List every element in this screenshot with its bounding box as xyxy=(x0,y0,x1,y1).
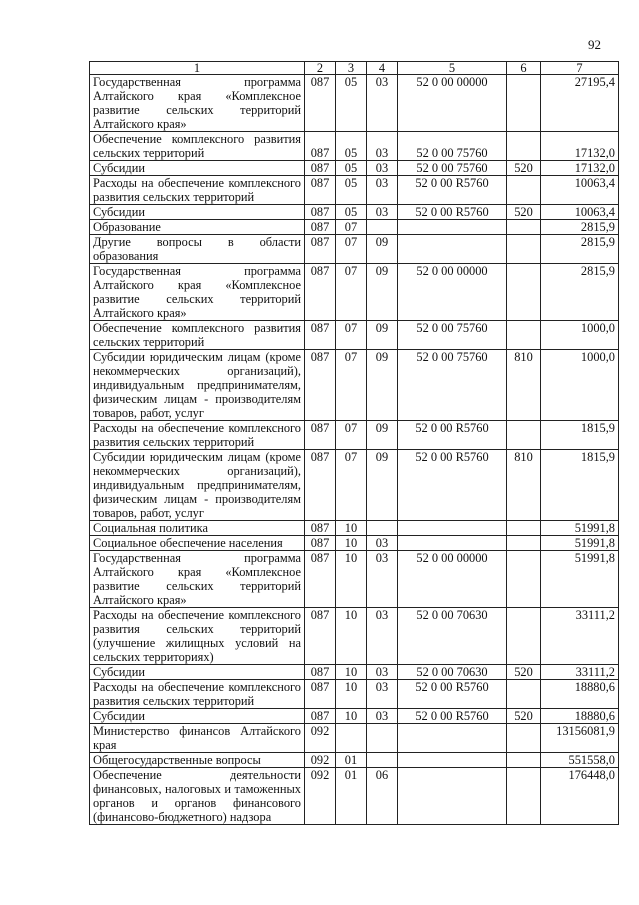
ministry-code-cell: 087 xyxy=(305,75,336,132)
table-header-row xyxy=(90,62,619,75)
target-article-cell xyxy=(398,220,507,235)
expense-type-cell: 810 xyxy=(507,350,541,421)
table-row xyxy=(90,264,619,321)
target-article-cell xyxy=(398,235,507,264)
table-row xyxy=(90,161,619,176)
section-code-cell: 05 xyxy=(336,161,367,176)
amount-cell: 1000,0 xyxy=(541,350,619,421)
ministry-code-cell: 087 xyxy=(305,132,336,161)
subsection-code-cell: 09 xyxy=(367,264,398,321)
section-code-cell: 05 xyxy=(336,176,367,205)
amount-cell: 2815,9 xyxy=(541,235,619,264)
target-article-cell xyxy=(398,521,507,536)
expense-type-cell xyxy=(507,724,541,753)
section-code-cell: 07 xyxy=(336,321,367,350)
target-article-cell: 52 0 00 R5760 xyxy=(398,709,507,724)
section-code-cell: 07 xyxy=(336,235,367,264)
section-code-cell: 01 xyxy=(336,753,367,768)
target-article-cell: 52 0 00 R5760 xyxy=(398,680,507,709)
amount-cell: 1815,9 xyxy=(541,421,619,450)
amount-cell: 13156081,9 xyxy=(541,724,619,753)
ministry-code-cell: 087 xyxy=(305,608,336,665)
table-row xyxy=(90,753,619,768)
ministry-code-cell: 087 xyxy=(305,321,336,350)
ministry-code-cell: 087 xyxy=(305,680,336,709)
table-row xyxy=(90,521,619,536)
subsection-code-cell xyxy=(367,724,398,753)
row-name-cell: Другие вопросы в области образования xyxy=(90,235,305,264)
expense-type-cell xyxy=(507,608,541,665)
table-row xyxy=(90,220,619,235)
target-article-cell: 52 0 00 75760 xyxy=(398,132,507,161)
target-article-cell: 52 0 00 R5760 xyxy=(398,421,507,450)
table-row xyxy=(90,350,619,421)
section-code-cell: 05 xyxy=(336,205,367,220)
row-name-cell: Социальная политика xyxy=(90,521,305,536)
target-article-cell: 52 0 00 00000 xyxy=(398,551,507,608)
row-name-cell: Общегосударственные вопросы xyxy=(90,753,305,768)
section-code-cell: 07 xyxy=(336,220,367,235)
row-name-cell: Государственная программа Алтайского края «Комплексное развитие сельских территорий Алтайского края» xyxy=(90,75,305,132)
ministry-code-cell: 087 xyxy=(305,450,336,521)
subsection-code-cell: 09 xyxy=(367,350,398,421)
amount-cell: 1815,9 xyxy=(541,450,619,521)
amount-cell: 10063,4 xyxy=(541,176,619,205)
expense-type-cell xyxy=(507,521,541,536)
table-row xyxy=(90,768,619,825)
row-name-cell: Субсидии xyxy=(90,665,305,680)
amount-cell: 176448,0 xyxy=(541,768,619,825)
target-article-cell: 52 0 00 00000 xyxy=(398,264,507,321)
ministry-code-cell: 087 xyxy=(305,176,336,205)
amount-cell: 18880,6 xyxy=(541,709,619,724)
amount-cell: 551558,0 xyxy=(541,753,619,768)
section-code-cell: 10 xyxy=(336,665,367,680)
subsection-code-cell xyxy=(367,521,398,536)
target-article-cell xyxy=(398,753,507,768)
subsection-code-cell: 09 xyxy=(367,235,398,264)
subsection-code-cell: 09 xyxy=(367,450,398,521)
subsection-code-cell: 03 xyxy=(367,551,398,608)
expense-type-cell xyxy=(507,132,541,161)
row-name-cell: Обеспечение комплексного развития сельских территорий xyxy=(90,132,305,161)
section-code-cell: 05 xyxy=(336,75,367,132)
row-name-cell: Расходы на обеспечение комплексного развития сельских территорий xyxy=(90,680,305,709)
expense-type-cell xyxy=(507,768,541,825)
ministry-code-cell: 087 xyxy=(305,220,336,235)
target-article-cell: 52 0 00 00000 xyxy=(398,75,507,132)
target-article-cell: 52 0 00 R5760 xyxy=(398,176,507,205)
expense-type-cell xyxy=(507,220,541,235)
expense-type-cell xyxy=(507,680,541,709)
ministry-code-cell: 092 xyxy=(305,768,336,825)
header-cell: 5 xyxy=(398,62,507,75)
subsection-code-cell: 03 xyxy=(367,608,398,665)
subsection-code-cell: 06 xyxy=(367,768,398,825)
table-row xyxy=(90,176,619,205)
budget-table xyxy=(89,61,619,825)
expense-type-cell xyxy=(507,176,541,205)
table-row xyxy=(90,450,619,521)
section-code-cell: 07 xyxy=(336,421,367,450)
amount-cell: 17132,0 xyxy=(541,161,619,176)
expense-type-cell: 520 xyxy=(507,205,541,220)
target-article-cell: 52 0 00 R5760 xyxy=(398,205,507,220)
target-article-cell: 52 0 00 70630 xyxy=(398,665,507,680)
expense-type-cell xyxy=(507,321,541,350)
section-code-cell: 10 xyxy=(336,709,367,724)
section-code-cell: 01 xyxy=(336,768,367,825)
expense-type-cell xyxy=(507,536,541,551)
section-code-cell: 07 xyxy=(336,450,367,521)
header-cell: 3 xyxy=(336,62,367,75)
target-article-cell xyxy=(398,768,507,825)
amount-cell: 33111,2 xyxy=(541,665,619,680)
amount-cell: 17132,0 xyxy=(541,132,619,161)
target-article-cell xyxy=(398,724,507,753)
target-article-cell: 52 0 00 75760 xyxy=(398,161,507,176)
amount-cell: 51991,8 xyxy=(541,521,619,536)
section-code-cell: 05 xyxy=(336,132,367,161)
section-code-cell: 10 xyxy=(336,536,367,551)
subsection-code-cell: 03 xyxy=(367,75,398,132)
expense-type-cell: 810 xyxy=(507,450,541,521)
subsection-code-cell xyxy=(367,220,398,235)
row-name-cell: Расходы на обеспечение комплексного развития сельских территорий xyxy=(90,421,305,450)
row-name-cell: Расходы на обеспечение комплексного развития сельских территорий xyxy=(90,176,305,205)
header-cell: 1 xyxy=(90,62,305,75)
expense-type-cell xyxy=(507,753,541,768)
expense-type-cell: 520 xyxy=(507,161,541,176)
header-cell: 7 xyxy=(541,62,619,75)
section-code-cell: 10 xyxy=(336,551,367,608)
table-row xyxy=(90,551,619,608)
header-cell: 6 xyxy=(507,62,541,75)
target-article-cell: 52 0 00 75760 xyxy=(398,350,507,421)
ministry-code-cell: 087 xyxy=(305,421,336,450)
amount-cell: 1000,0 xyxy=(541,321,619,350)
amount-cell: 33111,2 xyxy=(541,608,619,665)
subsection-code-cell: 09 xyxy=(367,321,398,350)
amount-cell: 27195,4 xyxy=(541,75,619,132)
row-name-cell: Субсидии юридическим лицам (кроме некоммерческих организаций), индивидуальным предпринимателям, физическим лицам - производителям товаров, работ, услуг xyxy=(90,450,305,521)
subsection-code-cell: 03 xyxy=(367,132,398,161)
ministry-code-cell: 087 xyxy=(305,264,336,321)
table-row xyxy=(90,709,619,724)
ministry-code-cell: 087 xyxy=(305,350,336,421)
table-row xyxy=(90,608,619,665)
section-code-cell xyxy=(336,724,367,753)
ministry-code-cell: 092 xyxy=(305,724,336,753)
expense-type-cell xyxy=(507,75,541,132)
row-name-cell: Субсидии xyxy=(90,205,305,220)
target-article-cell xyxy=(398,536,507,551)
subsection-code-cell: 03 xyxy=(367,536,398,551)
ministry-code-cell: 087 xyxy=(305,709,336,724)
table-row xyxy=(90,132,619,161)
amount-cell: 2815,9 xyxy=(541,220,619,235)
ministry-code-cell: 087 xyxy=(305,521,336,536)
section-code-cell: 10 xyxy=(336,608,367,665)
row-name-cell: Субсидии xyxy=(90,709,305,724)
ministry-code-cell: 092 xyxy=(305,753,336,768)
table-row xyxy=(90,665,619,680)
row-name-cell: Министерство финансов Алтайского края xyxy=(90,724,305,753)
section-code-cell: 10 xyxy=(336,680,367,709)
row-name-cell: Субсидии xyxy=(90,161,305,176)
table-row xyxy=(90,205,619,220)
target-article-cell: 52 0 00 R5760 xyxy=(398,450,507,521)
expense-type-cell: 520 xyxy=(507,709,541,724)
subsection-code-cell: 03 xyxy=(367,161,398,176)
row-name-cell: Социальное обеспечение населения xyxy=(90,536,305,551)
row-name-cell: Государственная программа Алтайского края «Комплексное развитие сельских территорий Алтайского края» xyxy=(90,551,305,608)
ministry-code-cell: 087 xyxy=(305,536,336,551)
expense-type-cell xyxy=(507,264,541,321)
table-row xyxy=(90,680,619,709)
ministry-code-cell: 087 xyxy=(305,665,336,680)
ministry-code-cell: 087 xyxy=(305,161,336,176)
row-name-cell: Субсидии юридическим лицам (кроме некоммерческих организаций), индивидуальным предпринимателям, физическим лицам - производителям товаров, работ, услуг xyxy=(90,350,305,421)
expense-type-cell xyxy=(507,235,541,264)
amount-cell: 10063,4 xyxy=(541,205,619,220)
ministry-code-cell: 087 xyxy=(305,205,336,220)
subsection-code-cell: 03 xyxy=(367,680,398,709)
row-name-cell: Расходы на обеспечение комплексного развития сельских территорий (улучшение жилищных условий на сельских территориях) xyxy=(90,608,305,665)
section-code-cell: 07 xyxy=(336,350,367,421)
table-row xyxy=(90,321,619,350)
amount-cell: 2815,9 xyxy=(541,264,619,321)
expense-type-cell: 520 xyxy=(507,665,541,680)
subsection-code-cell: 03 xyxy=(367,205,398,220)
amount-cell: 51991,8 xyxy=(541,536,619,551)
table-row xyxy=(90,536,619,551)
section-code-cell: 10 xyxy=(336,521,367,536)
subsection-code-cell xyxy=(367,753,398,768)
row-name-cell: Обеспечение комплексного развития сельских территорий xyxy=(90,321,305,350)
subsection-code-cell: 09 xyxy=(367,421,398,450)
target-article-cell: 52 0 00 75760 xyxy=(398,321,507,350)
expense-type-cell xyxy=(507,551,541,608)
ministry-code-cell: 087 xyxy=(305,551,336,608)
subsection-code-cell: 03 xyxy=(367,176,398,205)
section-code-cell: 07 xyxy=(336,264,367,321)
amount-cell: 51991,8 xyxy=(541,551,619,608)
subsection-code-cell: 03 xyxy=(367,665,398,680)
header-cell: 2 xyxy=(305,62,336,75)
ministry-code-cell: 087 xyxy=(305,235,336,264)
table-row xyxy=(90,75,619,132)
target-article-cell: 52 0 00 70630 xyxy=(398,608,507,665)
table-row xyxy=(90,421,619,450)
subsection-code-cell: 03 xyxy=(367,709,398,724)
expense-type-cell xyxy=(507,421,541,450)
page-number: 92 xyxy=(588,37,601,52)
header-cell: 4 xyxy=(367,62,398,75)
row-name-cell: Образование xyxy=(90,220,305,235)
table-row xyxy=(90,235,619,264)
table-row xyxy=(90,724,619,753)
row-name-cell: Обеспечение деятельности финансовых, налоговых и таможенных органов и органов финансового (финансово-бюджетного) надзора xyxy=(90,768,305,825)
amount-cell: 18880,6 xyxy=(541,680,619,709)
row-name-cell: Государственная программа Алтайского края «Комплексное развитие сельских территорий Алтайского края» xyxy=(90,264,305,321)
